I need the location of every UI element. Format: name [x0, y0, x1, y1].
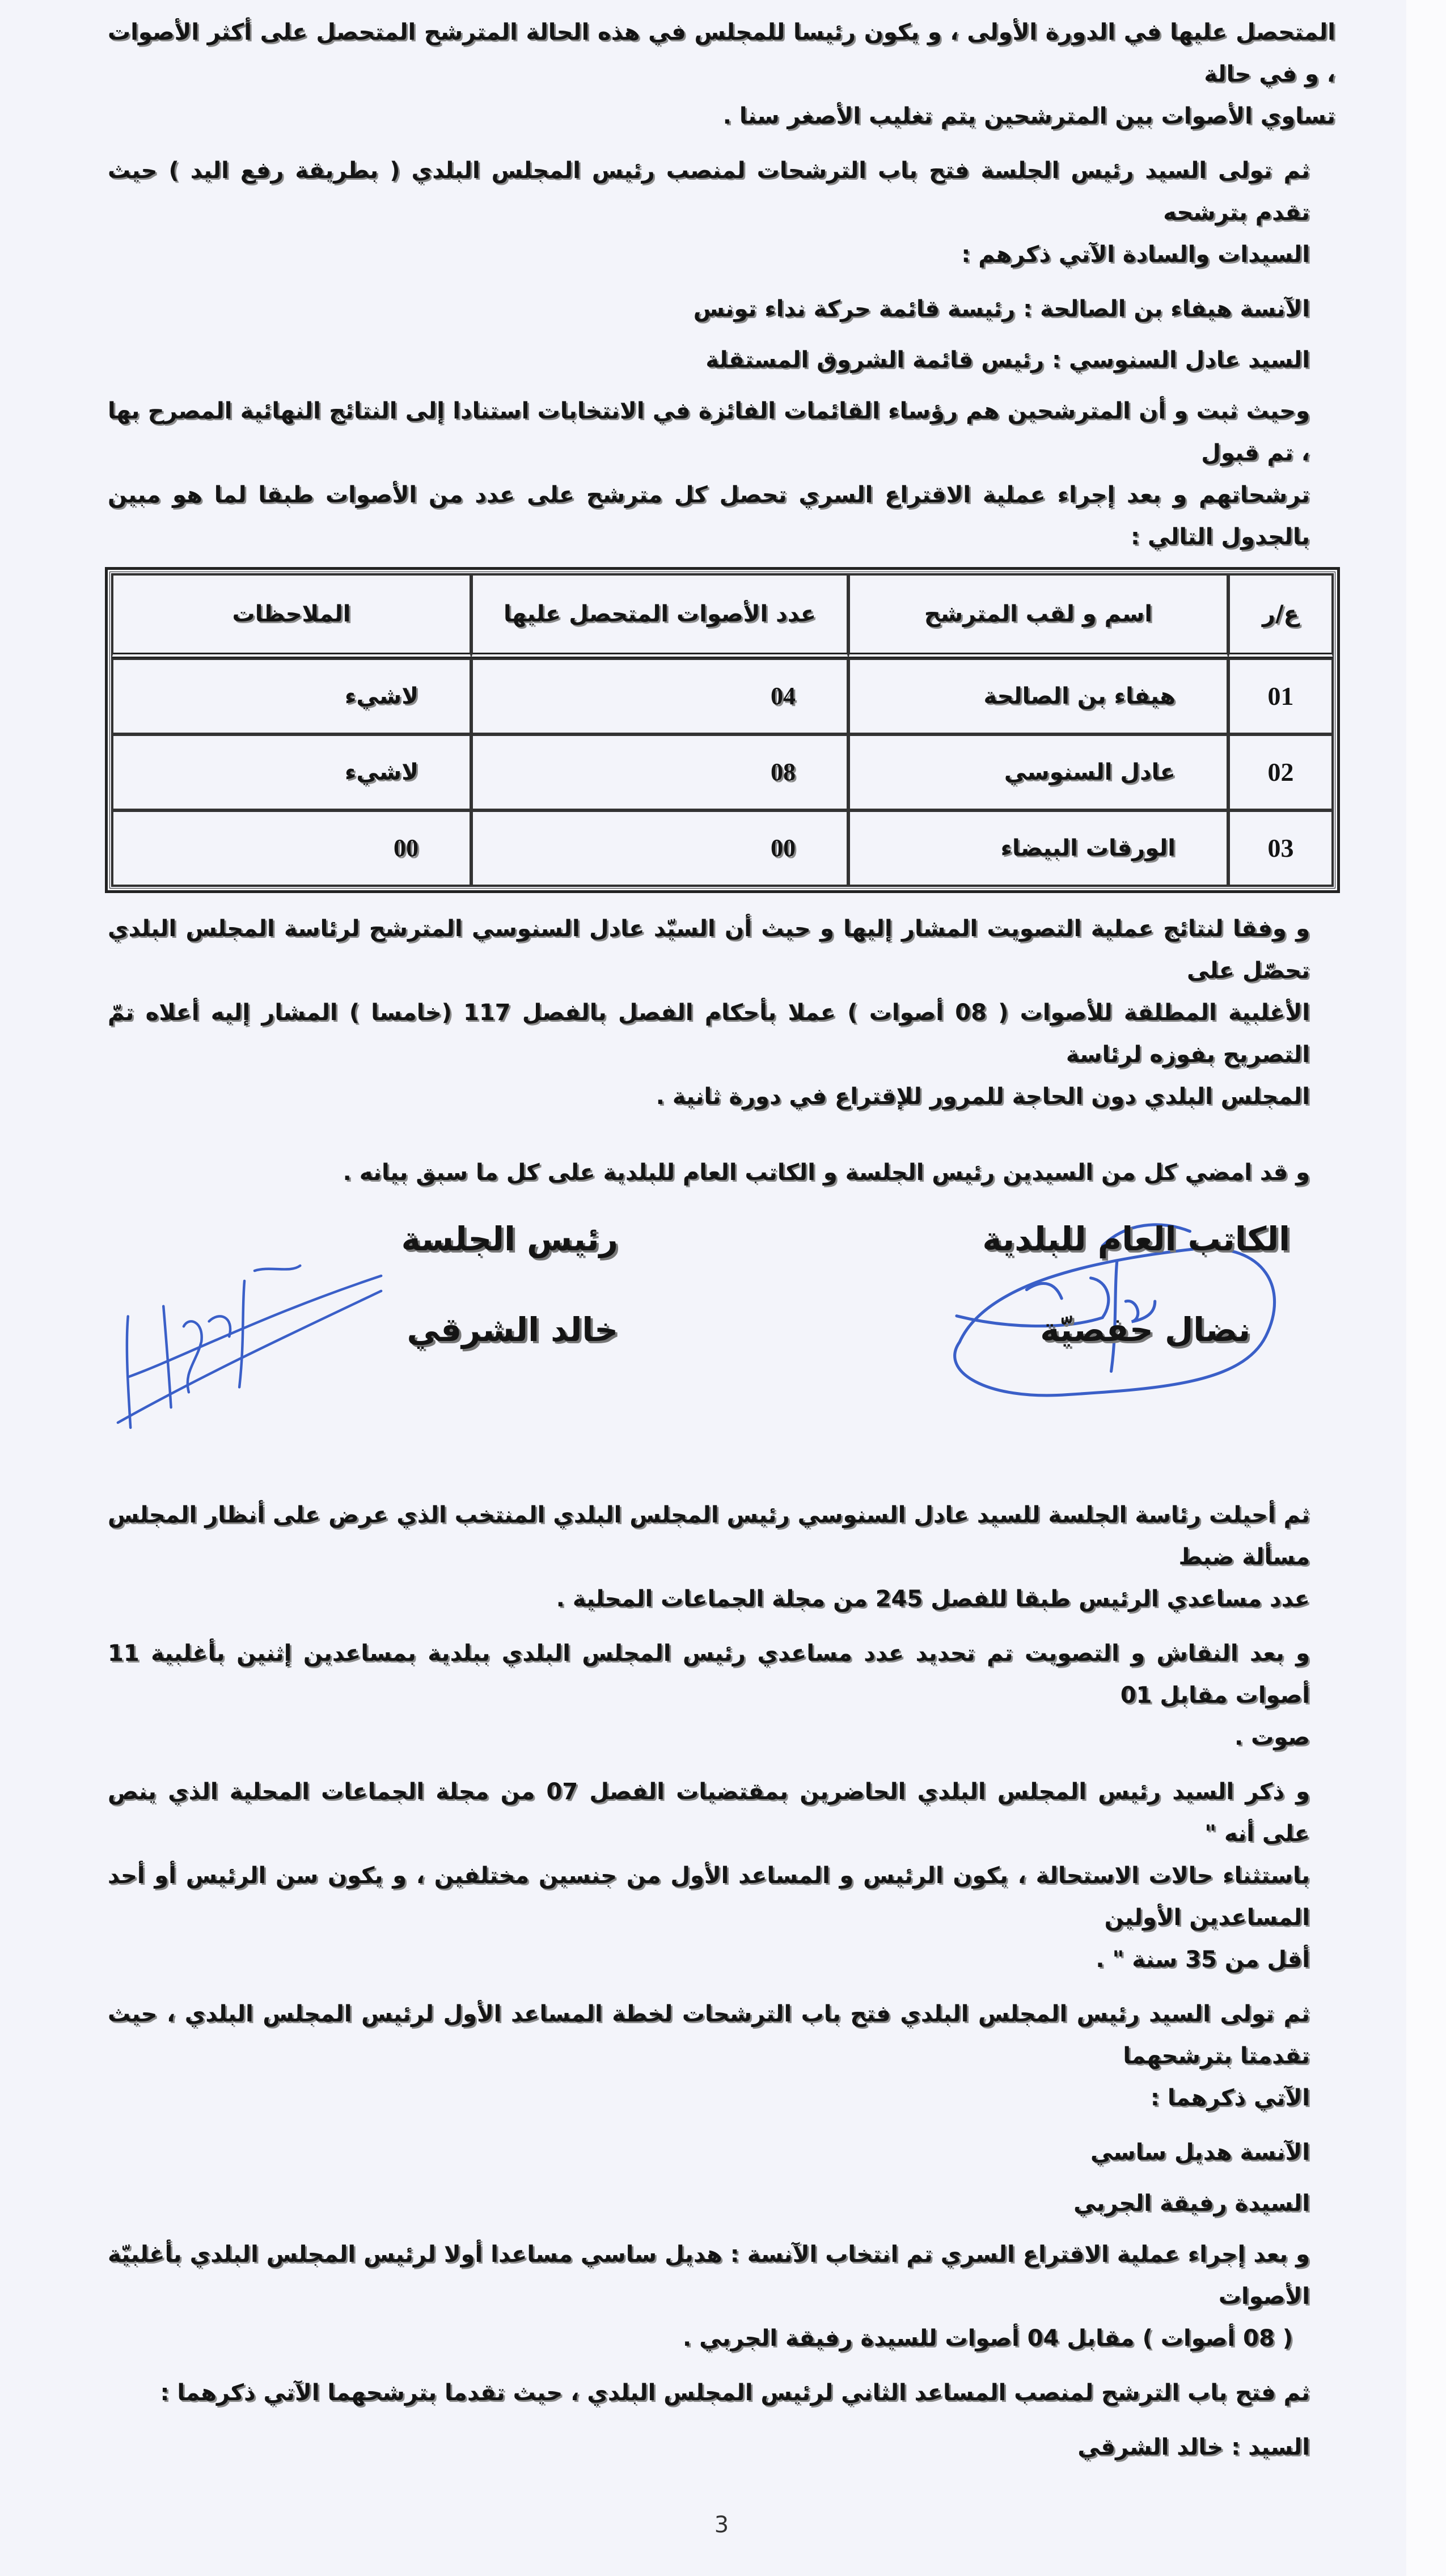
paragraph-line: ( 08 أصوات ) مقابل 04 أصوات للسيدة رفيقة الجربي .: [683, 2325, 1293, 2351]
header-candidate-name: اسم و لقب المترشح: [848, 574, 1228, 658]
row-votes: 00: [471, 810, 848, 886]
paragraph-line: و وفقا لنتائج عملية التصويت المشار إليها و حيث أن السيّد عادل السنوسي المترشح لرئاسة المجلس البلدي تحصّل على: [108, 916, 1310, 984]
candidate-line: الآنسة هديل ساسي: [1090, 2139, 1310, 2165]
paragraph-line: و بعد النقاش و التصويت تم تحديد عدد مساعدي رئيس المجلس البلدي ببلدية بمساعدين إثنين بأغلبية 11 أصوات مقابل 01: [108, 1640, 1310, 1708]
paragraph-2: [108, 150, 1335, 276]
row-index: 02: [1228, 734, 1333, 810]
paragraph-line: ثم تولى السيد رئيس المجلس البلدي فتح باب الترشحات لخطة المساعد الأول لرئيس المجلس البلدي ، حيث تقدمتا بترشحهما: [108, 2001, 1310, 2069]
paragraph-line: السيدات والسادة الآتي ذكرهم :: [961, 242, 1310, 268]
paragraph-line: و قد امضي كل من السيدين رئيس الجلسة و الكاتب العام للبلدية على كل ما سبق بيانه .: [343, 1160, 1310, 1186]
candidate-line: السيد عادل السنوسي : رئيس قائمة الشروق المستقلة: [705, 347, 1310, 373]
chair-title: رئيس الجلسة: [401, 1220, 618, 1258]
paragraph-line: و بعد إجراء عملية الاقتراع السري تم انتخاب الآنسة : هديل ساسي مساعدا أولا لرئيس المجلس البلدي بأغلبيّة الأصوات: [108, 2241, 1310, 2309]
paragraph-line: وحيث ثبت و أن المترشحين هم رؤساء القائمات الفائزة في الانتخابات استنادا إلى النتائج النهائية المصرح بها ، تم قبول: [108, 398, 1310, 466]
paragraph-line: المجلس البلدي دون الحاجة للمرور للإقتراع في دورة ثانية .: [656, 1084, 1310, 1110]
row-notes: لاشيء: [112, 734, 471, 810]
paragraph-10: [108, 2234, 1335, 2359]
candidate-line: الآنسة هيفاء بن الصالحة : رئيسة قائمة حركة نداء تونس: [693, 296, 1310, 322]
header-votes: عدد الأصوات المتحصل عليها: [471, 574, 848, 658]
paragraph-line: أقل من 35 سنة " .: [1096, 1947, 1310, 1973]
paragraph-line: السيد : خالد الشرقي: [1077, 2434, 1310, 2460]
secretary-title: الكاتب العام للبلدية: [982, 1220, 1290, 1258]
table-row: [112, 658, 1333, 734]
row-notes: لاشيء: [112, 658, 471, 734]
paragraph-line: و ذكر السيد رئيس المجلس البلدي الحاضرين بمقتضيات الفصل 07 من مجلة الجماعات المحلية الذي ينص على أنه ": [108, 1779, 1310, 1847]
secretary-name: نضال حفصيّة: [1040, 1310, 1250, 1349]
paragraph-line: ثم تولى السيد رئيس الجلسة فتح باب الترشحات لمنصب رئيس المجلس البلدي ( بطريقة رفع اليد ) حيث تقدم بترشحه: [108, 158, 1310, 226]
chair-signature-column: [108, 1216, 618, 1460]
row-index: 03: [1228, 810, 1333, 886]
votes-table: [109, 572, 1335, 889]
row-index: 01: [1228, 658, 1333, 734]
candidate-line: السيدة رفيقة الجربي: [1073, 2190, 1310, 2217]
row-candidate-name: عادل السنوسي: [848, 734, 1228, 810]
paragraph-line: صوت .: [1234, 1724, 1310, 1750]
row-votes: 08: [471, 734, 848, 810]
paragraph-line: ترشحاتهم و بعد إجراء عملية الاقتراع السري تحصل كل مترشح على عدد من الأصوات طبقا لما هو مبين بالجدول التالي :: [108, 482, 1310, 550]
table-row: [112, 810, 1333, 886]
paragraph-line: الآتي ذكرهما :: [1150, 2085, 1310, 2111]
paragraph-line: ثم فتح باب الترشح لمنصب المساعد الثاني لرئيس المجلس البلدي ، حيث تقدما بترشحهما الآتي ذكرهما :: [160, 2380, 1310, 2406]
paragraph-line: عدد مساعدي الرئيس طبقا للفصل 245 من مجلة الجماعات المحلية .: [556, 1586, 1310, 1612]
paragraph-5: [108, 1152, 1335, 1194]
paragraph-line: تساوي الأصوات بين المترشحين يتم تغليب الأصغر سنا .: [722, 103, 1335, 129]
row-candidate-name: هيفاء بن الصالحة: [848, 658, 1228, 734]
paragraph-6: [108, 1494, 1335, 1620]
signature-block: [108, 1216, 1335, 1460]
paragraph-3: [108, 390, 1335, 558]
secretary-signature-column: [825, 1216, 1335, 1460]
paragraph-line: باستثناء حالات الاستحالة ، يكون الرئيس و المساعد الأول من جنسين مختلفين ، و يكون سن الرئيس أو أحد المساعدين الأولين: [108, 1863, 1310, 1931]
paragraph-line: المتحصل عليها في الدورة الأولى ، و يكون رئيسا للمجلس في هذه الحالة المترشح المتحصل على أكثر الأصوات ، و في حالة: [108, 19, 1335, 87]
paragraph-line: الأغلبية المطلقة للأصوات ( 08 أصوات ) عملا بأحكام الفصل بالفصل 117 (خامسا ) المشار إليه أعلاه تمّ التصريح بفوزه لرئاسة: [108, 1000, 1310, 1068]
paragraph-11: [108, 2372, 1335, 2414]
header-index: ع/ر: [1228, 574, 1333, 658]
chair-name: خالد الشرقي: [407, 1310, 618, 1349]
table-header-row: [112, 574, 1333, 658]
row-votes: 04: [471, 658, 848, 734]
paragraph-line: ثم أحيلت رئاسة الجلسة للسيد عادل السنوسي رئيس المجلس البلدي المنتخب الذي عرض على أنظار المجلس مسألة ضبط: [108, 1502, 1310, 1570]
paragraph-7: [108, 1632, 1335, 1758]
paragraph-8: [108, 1771, 1335, 1981]
paragraph-1: [108, 11, 1335, 137]
page-number: 3: [714, 2512, 729, 2538]
paragraph-9: [108, 1993, 1335, 2119]
row-candidate-name: الورقات البيضاء: [848, 810, 1228, 886]
header-notes: الملاحظات: [112, 574, 471, 658]
table-row: [112, 734, 1333, 810]
paragraph-4: [108, 908, 1335, 1118]
row-notes: 00: [112, 810, 471, 886]
